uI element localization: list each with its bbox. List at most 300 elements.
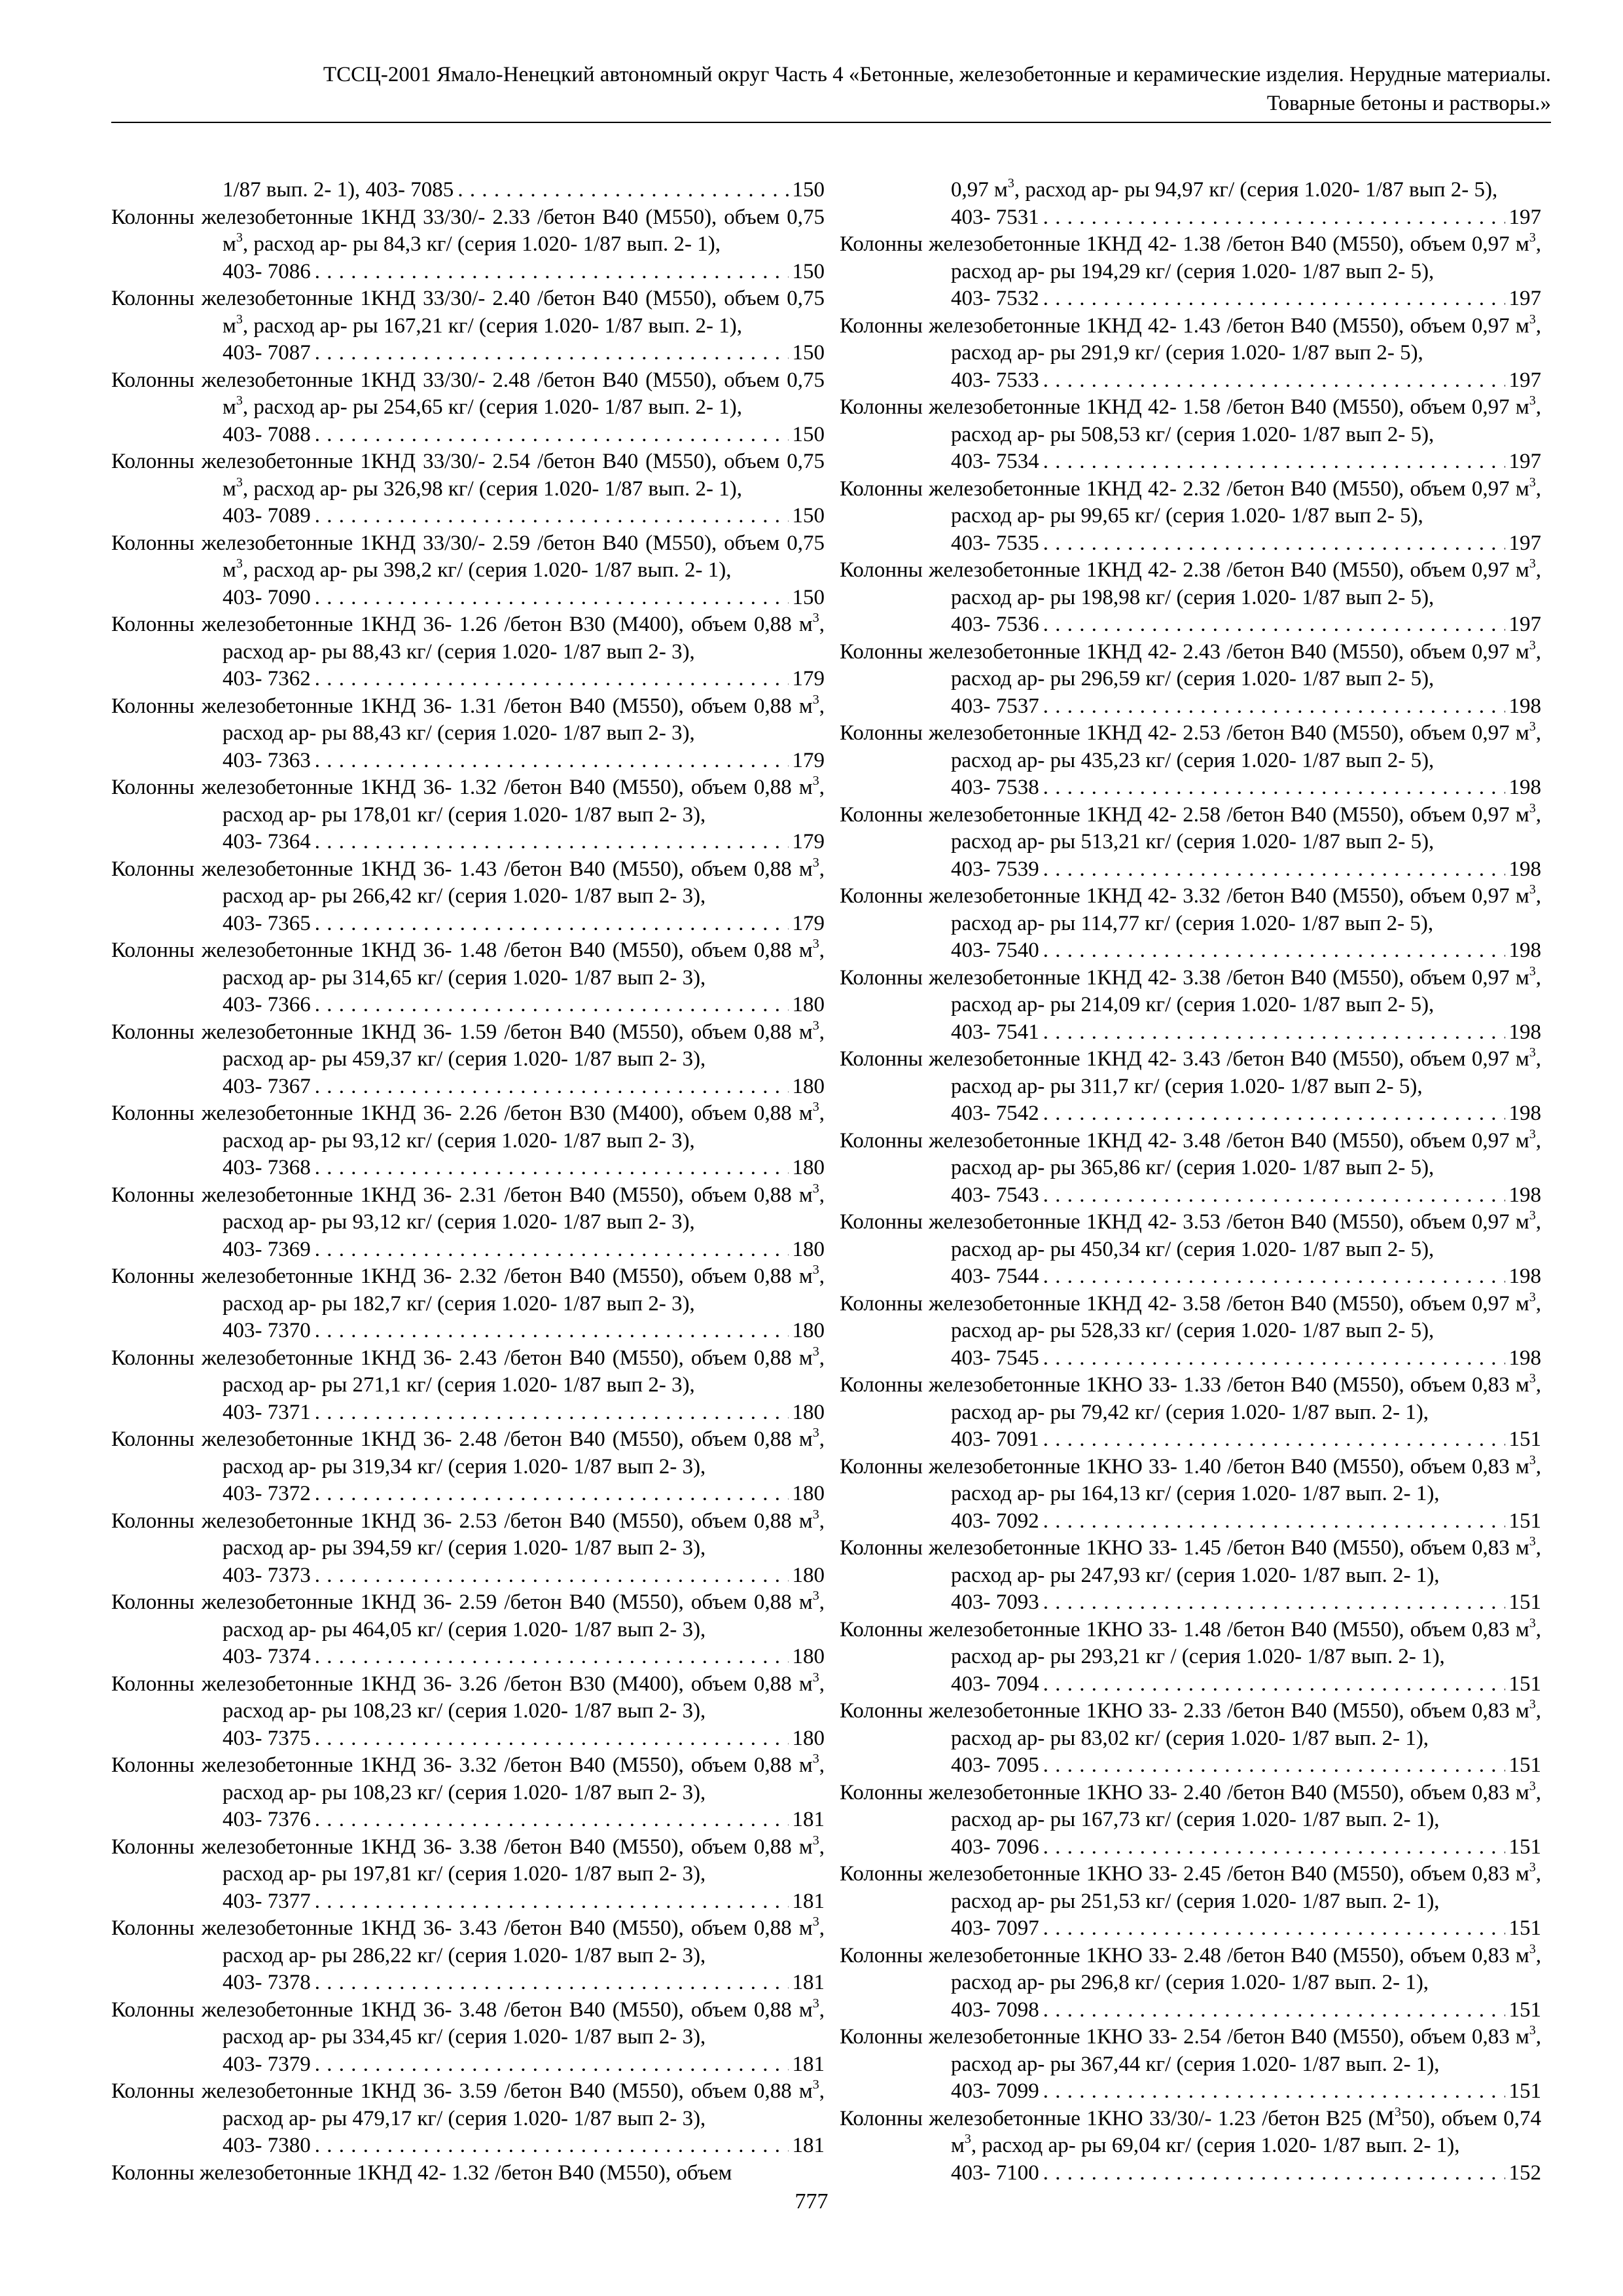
index-entry (111, 611, 825, 693)
index-entry (111, 1589, 825, 1671)
entry-leader-line (223, 1969, 825, 1997)
index-column-left (111, 177, 825, 2187)
running-header (111, 60, 1551, 123)
index-entry (840, 1943, 1541, 2024)
dot-leader (1043, 1834, 1505, 1861)
entry-text: Колонны железобетонные 1КНО 33/30/- 1.23 /бетон В25 $(М^350)$, объем 0,74 $м^3$, расход ар- ры 69,04 кг/ (серия 1.020- 1/87 вып. 2- 1), (840, 2104, 1541, 2157)
entry-page-number: 150 (792, 259, 825, 283)
entry-text: Колонны железобетонные 1КНД 42- 3.43 /бетон В40 (М550), объем 0,97 $м^3$, расход ар- ры 311,7 кг/ (серия 1.020- 1/87 вып 2- 5), (840, 1045, 1541, 1098)
index-entry (840, 1861, 1541, 1943)
entry-leader-line (223, 1318, 825, 1345)
index-entry (111, 1834, 825, 1916)
dot-leader (1043, 1182, 1505, 1210)
entry-page-number: 179 (792, 830, 825, 853)
entry-page-number: 151 (1508, 1998, 1541, 2022)
entry-text: Колонны железобетонные 1КНД 36- 1.43 /бетон В40 (М550), объем 0,88 $м^3$, расход ар- ры 266,42 кг/ (серия 1.020- 1/87 вып 2- 3), (111, 855, 825, 908)
index-entry (840, 1291, 1541, 1372)
dot-leader (315, 1806, 789, 1834)
index-entry (111, 367, 825, 449)
entry-leader-line (951, 285, 1541, 313)
entry-page-number: 180 (792, 1319, 825, 1342)
entry-leader-line (223, 1888, 825, 1916)
entry-page-number: 180 (792, 1400, 825, 1424)
entry-page-number: 151 (1508, 1753, 1541, 1777)
entry-code: 403- 7366 (223, 993, 311, 1016)
index-entry (840, 2106, 1541, 2187)
index-entry (111, 1100, 825, 1182)
entry-leader-line (223, 422, 825, 449)
dot-leader (315, 1725, 789, 1753)
index-entry (840, 177, 1541, 231)
dot-leader (1043, 367, 1505, 395)
dot-leader (1043, 1345, 1505, 1372)
entry-text: Колонны железобетонные 1КНД 36- 2.43 /бетон В40 (М550), объем 0,88 $м^3$, расход ар- ры 271,1 кг/ (серия 1.020- 1/87 вып 2- 3), (111, 1344, 825, 1397)
entry-leader-line (223, 177, 825, 204)
entry-text: Колонны железобетонные 1КНД 36- 2.53 /бетон В40 (М550), объем 0,88 $м^3$, расход ар- ры 394,59 кг/ (серия 1.020- 1/87 вып 2- 3), (111, 1507, 825, 1560)
dot-leader (1043, 693, 1505, 721)
entry-leader-line (223, 1073, 825, 1101)
entry-page-number: 180 (792, 1237, 825, 1261)
entry-page-number: 180 (792, 1645, 825, 1668)
index-entry (840, 883, 1541, 965)
entry-page-number: 197 (1508, 613, 1541, 636)
entry-leader-line (951, 1019, 1541, 1047)
entry-page-number: 197 (1508, 205, 1541, 229)
entry-page-number: 180 (792, 1156, 825, 1179)
entry-leader-line (223, 584, 825, 612)
entry-code: 403- 7087 (223, 341, 311, 365)
entry-page-number: 180 (792, 1563, 825, 1587)
entry-page-number: 150 (792, 422, 825, 446)
entry-text: Колонны железобетонные 1КНД 33/30/- 2.59 /бетон В40 (М550), объем 0,75 $м^3$, расход ар- ры 398,2 кг/ (серия 1.020- 1/87 вып. 2- 1), (111, 531, 825, 582)
entry-text: Колонны железобетонные 1КНД 42- 1.43 /бетон В40 (М550), объем 0,97 $м^3$, расход ар- ры 291,9 кг/ (серия 1.020- 1/87 вып 2- 5), (840, 312, 1541, 365)
index-entry (840, 1780, 1541, 1861)
entry-page-number: 151 (1508, 1672, 1541, 1696)
entry-leader-line (951, 204, 1541, 232)
entry-text: Колонны железобетонные 1КНО 33- 1.40 /бетон В40 (М550), объем 0,83 $м^3$, расход ар- ры 164,13 кг/ (серия 1.020- 1/87 вып. 2- 1), (840, 1452, 1541, 1505)
dot-leader (1043, 204, 1505, 232)
dot-leader (315, 340, 789, 367)
index-column-right (840, 177, 1541, 2187)
entry-code: 403- 7537 (951, 694, 1039, 718)
entry-code: 403- 7539 (951, 857, 1039, 881)
index-entry (111, 1019, 825, 1101)
entry-code: 403- 7088 (223, 422, 311, 446)
entry-text: Колонны железобетонные 1КНД 42- 3.48 /бетон В40 (М550), объем 0,97 $м^3$, расход ар- ры 365,86 кг/ (серия 1.020- 1/87 вып 2- 5), (840, 1126, 1541, 1179)
dot-leader (1043, 2160, 1505, 2187)
entry-code: 403- 7362 (223, 667, 311, 691)
entry-leader-line (951, 1426, 1541, 1454)
entry-leader-line (951, 1100, 1541, 1128)
entry-page-number: 150 (792, 341, 825, 365)
dot-leader (1043, 1997, 1505, 2024)
entry-page-number: 181 (792, 1889, 825, 1913)
index-entry (840, 639, 1541, 721)
entry-page-number: 150 (792, 504, 825, 528)
entry-text: Колонны железобетонные 1КНД 36- 2.26 /бетон В30 (М400), объем 0,88 $м^3$, расход ар- ры 93,12 кг/ (серия 1.020- 1/87 вып 2- 3), (111, 1100, 825, 1153)
entry-page-number: 179 (792, 667, 825, 691)
entry-code: 403- 7542 (951, 1102, 1039, 1125)
entry-code: 403- 7096 (951, 1835, 1039, 1859)
entry-leader-line (951, 856, 1541, 884)
index-entry (111, 204, 825, 286)
entry-code: 403- 7374 (223, 1645, 311, 1668)
entry-code: 403- 7365 (223, 911, 311, 935)
dot-leader (315, 1562, 789, 1590)
index-entry (111, 2078, 825, 2160)
entry-code: 403- 7363 (223, 748, 311, 772)
index-entry (840, 802, 1541, 884)
dot-leader (315, 1643, 789, 1671)
entry-leader-line (223, 1155, 825, 1182)
index-entry (840, 313, 1541, 395)
entry-code: 403- 7093 (951, 1590, 1039, 1614)
entry-page-number: 151 (1508, 1509, 1541, 1533)
entry-text: Колонны железобетонные 1КНД 36- 3.48 /бетон В40 (М550), объем 0,88 $м^3$, расход ар- ры 334,45 кг/ (серия 1.020- 1/87 вып 2- 3), (111, 1996, 825, 2049)
entry-text: Колонны железобетонные 1КНД 42- 1.38 /бетон В40 (М550), объем 0,97 $м^3$, расход ар- ры 194,29 кг/ (серия 1.020- 1/87 вып 2- 5), (840, 230, 1541, 283)
dot-leader (1043, 611, 1505, 639)
index-entry (840, 557, 1541, 639)
index-entry (840, 1698, 1541, 1780)
entry-leader-line (951, 1345, 1541, 1372)
entry-leader-line (951, 937, 1541, 965)
entry-code: 403- 7376 (223, 1808, 311, 1831)
entry-code: 403- 7536 (951, 613, 1039, 636)
dot-leader (315, 422, 789, 449)
dot-leader (1043, 937, 1505, 965)
entry-code: 403- 7368 (223, 1156, 311, 1179)
entry-leader-line (951, 1834, 1541, 1861)
entry-code: 403- 7364 (223, 830, 311, 853)
entry-code: 403- 7369 (223, 1237, 311, 1261)
entry-code: 403- 7090 (223, 585, 311, 609)
index-entry (111, 1915, 825, 1997)
entry-page-number: 181 (792, 2052, 825, 2076)
index-entry (840, 965, 1541, 1047)
entry-page-number: 180 (792, 1074, 825, 1098)
entry-leader-line (951, 367, 1541, 395)
dot-leader (315, 1318, 789, 1345)
entry-code: 403- 7091 (951, 1427, 1039, 1451)
entry-code: 403- 7541 (951, 1020, 1039, 1044)
index-entry (840, 2024, 1541, 2106)
entry-text: Колонны железобетонные 1КНД 36- 2.32 /бетон В40 (М550), объем 0,88 $м^3$, расход ар- ры 182,7 кг/ (серия 1.020- 1/87 вып 2- 3), (111, 1263, 825, 1316)
entry-text: Колонны железобетонные 1КНО 33- 1.33 /бетон В40 (М550), объем 0,83 $м^3$, расход ар- ры 79,42 кг/ (серия 1.020- 1/87 вып. 2- 1), (840, 1371, 1541, 1424)
entry-code: 403- 7532 (951, 287, 1039, 310)
dot-leader (315, 2132, 789, 2160)
dot-leader (315, 503, 789, 530)
dot-leader (315, 747, 789, 775)
entry-code: 403- 7099 (951, 2079, 1039, 2103)
entry-text: Колонны железобетонные 1КНД 42- 2.58 /бетон В40 (М550), объем 0,97 $м^3$, расход ар- ры 513,21 кг/ (серия 1.020- 1/87 вып 2- 5), (840, 800, 1541, 853)
entry-code: 403- 7092 (951, 1509, 1039, 1533)
index-entry (840, 1617, 1541, 1698)
dot-leader (1043, 1019, 1505, 1047)
index-entry (840, 1209, 1541, 1291)
entry-text: Колонны железобетонные 1КНО 33- 1.45 /бетон В40 (М550), объем 0,83 $м^3$, расход ар- ры 247,93 кг/ (серия 1.020- 1/87 вып. 2- 1), (840, 1534, 1541, 1587)
dot-leader (315, 992, 789, 1019)
header-line-1: ТССЦ-2001 Ямало-Ненецкий автономный округ Часть 4 «Бетонные, железобетонные и керамические изделия. Нерудные материалы. (323, 63, 1551, 86)
entry-page-number: 198 (1508, 694, 1541, 718)
entry-text: Колонны железобетонные 1КНО 33- 1.48 /бетон В40 (М550), объем 0,83 $м^3$, расход ар- ры 293,21 кг / (серия 1.020- 1/87 вып. 2- 1), (840, 1615, 1541, 1668)
entry-code: 403- 7095 (951, 1753, 1039, 1777)
dot-leader (1043, 285, 1505, 313)
entry-text: Колонны железобетонные 1КНД 36- 2.31 /бетон В40 (М550), объем 0,88 $м^3$, расход ар- ры 93,12 кг/ (серия 1.020- 1/87 вып 2- 3), (111, 1181, 825, 1234)
entry-page-number: 198 (1508, 1102, 1541, 1125)
entry-leader-line (223, 259, 825, 286)
entry-page-number: 181 (792, 2134, 825, 2157)
entry-code: 403- 7373 (223, 1563, 311, 1587)
entry-page-number: 197 (1508, 450, 1541, 473)
index-entry (111, 448, 825, 530)
entry-code: 403- 7533 (951, 368, 1039, 392)
entry-code: 403- 7370 (223, 1319, 311, 1342)
entry-page-number: 197 (1508, 531, 1541, 555)
entry-leader-line (223, 747, 825, 775)
entry-text: Колонны железобетонные 1КНД 42- 1.58 /бетон В40 (М550), объем 0,97 $м^3$, расход ар- ры 508,53 кг/ (серия 1.020- 1/87 вып 2- 5), (840, 393, 1541, 446)
entry-page-number: 198 (1508, 1265, 1541, 1288)
entry-leader-line (223, 829, 825, 856)
dot-leader (1043, 774, 1505, 802)
index-entry (111, 1345, 825, 1427)
entry-leader-line (951, 530, 1541, 558)
index-entry (111, 1671, 825, 1753)
dot-leader (1043, 530, 1505, 558)
entry-code: 403- 7378 (223, 1971, 311, 1994)
entry-leader-line (951, 1589, 1541, 1617)
entry-text: Колонны железобетонные 1КНД 42- 2.43 /бетон В40 (М550), объем 0,97 $м^3$, расход ар- ры 296,59 кг/ (серия 1.020- 1/87 вып 2- 5), (840, 637, 1541, 691)
entry-text: Колонны железобетонные 1КНД 42- 3.53 /бетон В40 (М550), объем 0,97 $м^3$, расход ар- ры 450,34 кг/ (серия 1.020- 1/87 вып 2- 5), (840, 1208, 1541, 1261)
entry-code: 1/87 вып. 2- 1), 403- 7085 (223, 178, 454, 202)
index-entry (840, 1372, 1541, 1454)
entry-leader-line (223, 1562, 825, 1590)
dot-leader (1043, 1263, 1505, 1291)
entry-leader-line (223, 910, 825, 938)
entry-code: 403- 7544 (951, 1265, 1039, 1288)
index-entry (840, 720, 1541, 802)
index-entry (111, 856, 825, 938)
index-entry (840, 231, 1541, 313)
dot-leader (1043, 1508, 1505, 1535)
entry-leader-line (223, 1236, 825, 1264)
entry-page-number: 198 (1508, 1346, 1541, 1370)
entry-code: 403- 7377 (223, 1889, 311, 1913)
entry-page-number: 198 (1508, 776, 1541, 799)
dot-leader (1043, 1100, 1505, 1128)
entry-leader-line (223, 666, 825, 693)
dot-leader (315, 1073, 789, 1101)
entry-text: Колонны железобетонные 1КНД 42- 2.53 /бетон В40 (М550), объем 0,97 $м^3$, расход ар- ры 435,23 кг/ (серия 1.020- 1/87 вып 2- 5), (840, 719, 1541, 772)
entry-page-number: 198 (1508, 939, 1541, 962)
entry-code: 403- 7531 (951, 205, 1039, 229)
entry-leader-line (223, 340, 825, 367)
index-entry (111, 937, 825, 1019)
entry-code: 403- 7380 (223, 2134, 311, 2157)
dot-leader (315, 2051, 789, 2079)
entry-text: Колонны железобетонные 1КНД 36- 2.59 /бетон В40 (М550), объем 0,88 $м^3$, расход ар- ры 464,05 кг/ (серия 1.020- 1/87 вып 2- 3), (111, 1588, 825, 1641)
entry-page-number: 198 (1508, 857, 1541, 881)
entry-text: Колонны железобетонные 1КНО 33- 2.33 /бетон В40 (М550), объем 0,83 $м^3$, расход ар- ры 83,02 кг/ (серия 1.020- 1/87 вып. 2- 1), (840, 1697, 1541, 1750)
entry-text: Колонны железобетонные 1КНД 36- 3.43 /бетон В40 (М550), объем 0,88 $м^3$, расход ар- ры 286,22 кг/ (серия 1.020- 1/87 вып 2- 3), (111, 1914, 825, 1967)
entry-code: 403- 7086 (223, 259, 311, 283)
entry-leader-line (951, 1752, 1541, 1780)
entry-code: 403- 7367 (223, 1074, 311, 1098)
entry-leader-line (223, 2051, 825, 2079)
entry-page-number: 151 (1508, 1590, 1541, 1614)
entry-text: Колонны железобетонные 1КНД 36- 2.48 /бетон В40 (М550), объем 0,88 $м^3$, расход ар- ры 319,34 кг/ (серия 1.020- 1/87 вып 2- 3), (111, 1426, 825, 1479)
header-line-2: Товарные бетоны и растворы.» (1266, 92, 1551, 115)
entry-page-number: 150 (792, 178, 825, 202)
entry-leader-line (223, 1725, 825, 1753)
entry-code: 403- 7089 (223, 504, 311, 528)
entry-text: Колонны железобетонные 1КНД 36- 1.26 /бетон В30 (М400), объем 0,88 $м^3$, расход ар- ры 88,43 кг/ (серия 1.020- 1/87 вып 2- 3), (111, 611, 825, 664)
entry-text: Колонны железобетонные 1КНД 36- 3.59 /бетон В40 (М550), объем 0,88 $м^3$, расход ар- ры 479,17 кг/ (серия 1.020- 1/87 вып 2- 3), (111, 2077, 825, 2130)
entry-code: 403- 7375 (223, 1726, 311, 1750)
dot-leader (1043, 1589, 1505, 1617)
index-entry (111, 1426, 825, 1508)
entry-leader-line (951, 2160, 1541, 2187)
entry-text: Колонны железобетонные 1КНД 36- 1.32 /бетон В40 (М550), объем 0,88 $м^3$, расход ар- ры 178,01 кг/ (серия 1.020- 1/87 вып 2- 3), (111, 774, 825, 827)
entry-leader-line (223, 1806, 825, 1834)
index-entry (111, 177, 825, 204)
index-entry (840, 1454, 1541, 1535)
index-entry (840, 1128, 1541, 1210)
entry-leader-line (951, 1915, 1541, 1943)
index-entry (840, 1046, 1541, 1128)
entry-page-number: 180 (792, 1482, 825, 1505)
entry-page-number: 179 (792, 748, 825, 772)
dot-leader (1043, 856, 1505, 884)
entry-page-number: 180 (792, 993, 825, 1016)
dot-leader (315, 1399, 789, 1427)
entry-code: 403- 7094 (951, 1672, 1039, 1696)
entry-page-number: 181 (792, 1971, 825, 1994)
index-entry (840, 1535, 1541, 1617)
dot-leader (315, 1155, 789, 1182)
index-entry (111, 1182, 825, 1264)
entry-code: 403- 7371 (223, 1400, 311, 1424)
entry-page-number: 197 (1508, 368, 1541, 392)
entry-page-number: 151 (1508, 1835, 1541, 1859)
entry-leader-line (951, 774, 1541, 802)
dot-leader (315, 666, 789, 693)
dot-leader (1043, 448, 1505, 476)
entry-leader-line (951, 693, 1541, 721)
entry-page-number: 151 (1508, 2079, 1541, 2103)
dot-leader (1043, 2078, 1505, 2106)
index-entry (111, 530, 825, 612)
entry-page-number: 151 (1508, 1427, 1541, 1451)
entry-code: 403- 7100 (951, 2161, 1039, 2185)
dot-leader (315, 910, 789, 938)
entry-leader-line (951, 1671, 1541, 1698)
entry-page-number: 152 (1508, 2161, 1541, 2185)
entry-code: 403- 7538 (951, 776, 1039, 799)
entry-code: 403- 7098 (951, 1998, 1039, 2022)
entry-leader-line (951, 1997, 1541, 2024)
entry-page-number: 181 (792, 1808, 825, 1831)
entry-code: 403- 7379 (223, 2052, 311, 2076)
entry-text: Колонны железобетонные 1КНД 33/30/- 2.54 /бетон В40 (М550), объем 0,75 $м^3$, расход ар- ры 326,98 кг/ (серия 1.020- 1/87 вып. 2- 1), (111, 450, 825, 501)
entry-leader-line (951, 611, 1541, 639)
entry-text: Колонны железобетонные 1КНД 33/30/- 2.48 /бетон В40 (М550), объем 0,75 $м^3$, расход ар- ры 254,65 кг/ (серия 1.020- 1/87 вып. 2- 1), (111, 368, 825, 419)
entry-text: Колонны железобетонные 1КНД 42- 2.32 /бетон В40 (М550), объем 0,97 $м^3$, расход ар- ры 99,65 кг/ (серия 1.020- 1/87 вып 2- 5), (840, 475, 1541, 528)
index-entry (840, 476, 1541, 558)
entry-code: 403- 7372 (223, 1482, 311, 1505)
dot-leader (1043, 1426, 1505, 1454)
entry-page-number: 151 (1508, 1916, 1541, 1940)
entry-text: Колонны железобетонные 1КНД 42- 1.32 /бетон В40 (М550), объем (111, 2161, 732, 2185)
entry-text: Колонны железобетонные 1КНД 42- 3.32 /бетон В40 (М550), объем 0,97 $м^3$, расход ар- ры 114,77 кг/ (серия 1.020- 1/87 вып 2- 5), (840, 882, 1541, 935)
entry-text: Колонны железобетонные 1КНО 33- 2.54 /бетон В40 (М550), объем 0,83 $м^3$, расход ар- ры 367,44 кг/ (серия 1.020- 1/87 вып. 2- 1), (840, 2023, 1541, 2076)
dot-leader (315, 829, 789, 856)
entry-leader-line (951, 448, 1541, 476)
entry-text: Колонны железобетонные 1КНО 33- 2.40 /бетон В40 (М550), объем 0,83 $м^3$, расход ар- ры 167,73 кг/ (серия 1.020- 1/87 вып. 2- 1), (840, 1778, 1541, 1831)
entry-leader-line (223, 1399, 825, 1427)
index-entry (111, 1997, 825, 2079)
dot-leader (315, 584, 789, 612)
index-entry (111, 693, 825, 775)
index-entry (111, 1263, 825, 1345)
index-entry (111, 285, 825, 367)
entry-code: 403- 7543 (951, 1183, 1039, 1207)
entry-page-number: 198 (1508, 1183, 1541, 1207)
entry-text: Колонны железобетонные 1КНД 36- 1.59 /бетон В40 (М550), объем 0,88 $м^3$, расход ар- ры 459,37 кг/ (серия 1.020- 1/87 вып 2- 3), (111, 1018, 825, 1071)
entry-leader-line (951, 1508, 1541, 1535)
entry-text: Колонны железобетонные 1КНД 36- 3.26 /бетон В30 (М400), объем 0,88 $м^3$, расход ар- ры 108,23 кг/ (серия 1.020- 1/87 вып 2- 3), (111, 1670, 825, 1723)
dot-leader (1043, 1752, 1505, 1780)
entry-page-number: 198 (1508, 1020, 1541, 1044)
dot-leader (315, 1969, 789, 1997)
entry-text: Колонны железобетонные 1КНО 33- 2.48 /бетон В40 (М550), объем 0,83 $м^3$, расход ар- ры 296,8 кг/ (серия 1.020- 1/87 вып. 2- 1), (840, 1941, 1541, 1994)
index-entry (840, 394, 1541, 476)
dot-leader (315, 1888, 789, 1916)
entry-text: Колонны железобетонные 1КНД 33/30/- 2.40 /бетон В40 (М550), объем 0,75 $м^3$, расход ар- ры 167,21 кг/ (серия 1.020- 1/87 вып. 2- 1), (111, 287, 825, 338)
entry-text: Колонны железобетонные 1КНД 42- 2.38 /бетон В40 (М550), объем 0,97 $м^3$, расход ар- ры 198,98 кг/ (серия 1.020- 1/87 вып 2- 5), (840, 556, 1541, 609)
index-entry (111, 2160, 825, 2187)
dot-leader (315, 1480, 789, 1508)
entry-leader-line (223, 503, 825, 530)
entry-text: Колонны железобетонные 1КНО 33- 2.45 /бетон В40 (М550), объем 0,83 $м^3$, расход ар- ры 251,53 кг/ (серия 1.020- 1/87 вып. 2- 1), (840, 1860, 1541, 1913)
entry-text: Колонны железобетонные 1КНД 36- 3.32 /бетон В40 (М550), объем 0,88 $м^3$, расход ар- ры 108,23 кг/ (серия 1.020- 1/87 вып 2- 3), (111, 1751, 825, 1804)
index-entry (111, 1752, 825, 1834)
entry-text: Колонны железобетонные 1КНД 42- 3.58 /бетон В40 (М550), объем 0,97 $м^3$, расход ар- ры 528,33 кг/ (серия 1.020- 1/87 вып 2- 5), (840, 1289, 1541, 1342)
entry-page-number: 197 (1508, 287, 1541, 310)
entry-code: 403- 7545 (951, 1346, 1039, 1370)
dot-leader (1043, 1915, 1505, 1943)
index-entry (111, 1508, 825, 1590)
entry-text: Колонны железобетонные 1КНД 36- 1.48 /бетон В40 (М550), объем 0,88 $м^3$, расход ар- ры 314,65 кг/ (серия 1.020- 1/87 вып 2- 3), (111, 937, 825, 990)
entry-leader-line (223, 2132, 825, 2160)
entry-leader-line (951, 2078, 1541, 2106)
entry-code: 403- 7535 (951, 531, 1039, 555)
entry-text: Колонны железобетонные 1КНД 36- 1.31 /бетон В40 (М550), объем 0,88 $м^3$, расход ар- ры 88,43 кг/ (серия 1.020- 1/87 вып 2- 3), (111, 692, 825, 745)
dot-leader (315, 259, 789, 286)
entry-code: 403- 7534 (951, 450, 1039, 473)
dot-leader (457, 177, 788, 204)
entry-code: 403- 7097 (951, 1916, 1039, 1940)
dot-leader (1043, 1671, 1505, 1698)
entry-text: Колонны железобетонные 1КНД 36- 3.38 /бетон В40 (М550), объем 0,88 $м^3$, расход ар- ры 197,81 кг/ (серия 1.020- 1/87 вып 2- 3), (111, 1833, 825, 1886)
entry-leader-line (223, 992, 825, 1019)
entry-leader-line (223, 1643, 825, 1671)
dot-leader (315, 1236, 789, 1264)
entry-page-number: 180 (792, 1726, 825, 1750)
entry-leader-line (951, 1263, 1541, 1291)
entry-code: 403- 7540 (951, 939, 1039, 962)
page-number: 777 (794, 2189, 829, 2214)
index-entry (111, 774, 825, 856)
